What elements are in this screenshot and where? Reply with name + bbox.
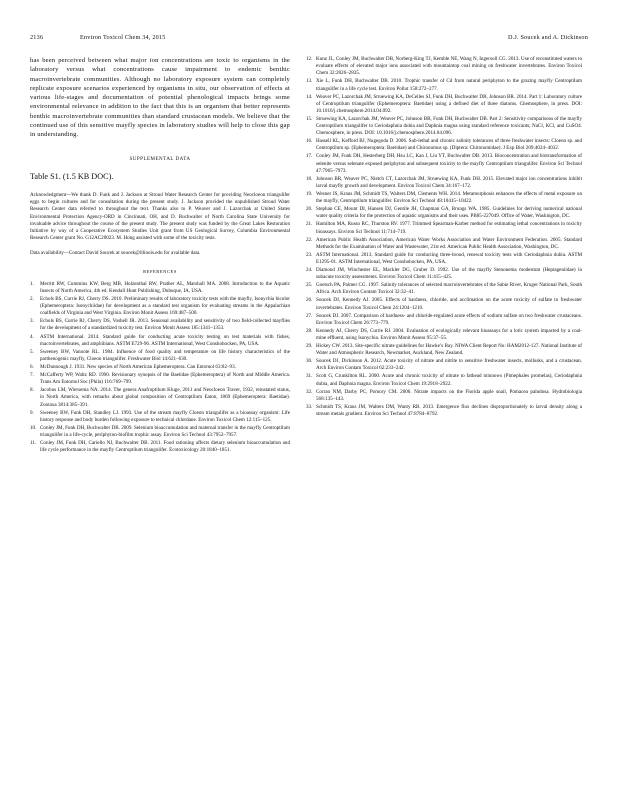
reference-number: 14. [306,93,313,100]
reference-number: 26. [306,297,313,304]
reference-number: 28. [306,327,313,334]
reference-text: Schmidt TS, Kraus JM, Walters DM, Wanty RB. 2013. Emergence flux declines disproportionately to larval density along a stream metals gradient. Environ Sci Technol 47:8784–8792. [316,403,582,418]
reference-entry [306,116,582,137]
reference-text: Sweeney BW, Vannote RL. 1984. Influence of food quality and temperature on life history characteristics of the parthenogenic mayfly, Cloeon triangulifer. Freshwater Biol 14:621–630. [40,348,290,362]
reference-number: 12. [306,56,313,62]
reference-number: 31. [306,373,313,380]
reference-text: Echols BS, Currie RJ, Cherry DS, Voshell JR. 2013. Seasonal availability and sensitivity of two field-collected mayflies for the development of a standardized toxicity test. Environ Monit Assess 185:1341–1353. [40,318,290,332]
references-list-right [306,56,582,418]
reference-entry [306,153,582,174]
reference-entry [306,404,582,418]
reference-entry [30,387,290,408]
reference-entry [306,221,582,235]
reference-entry [30,349,290,363]
reference-text: Weaver PC, Lazorchak JM, Struewing KA, DeCelles SJ, Funk DH, Buchwalter DB, Johnson BR. 2014. Part 1: Laboratory culture of Centroptilum triangulifer (Ephemeroptera: Baetidae) using a defined diet of three diatoms. Chemosphere, in press. DOI: 10.1016/j.chemosphere.2014.04.092. [316,93,582,114]
reference-number: 32. [306,388,313,395]
discussion-paragraph: has been perceived between what major ion concentrations are toxic to organisms in the laboratory versus what concentrations cause impairment to endemic benthic macroinvertebrate communities. Although no laboratory exposure system can completely replicate exposure scenarios experienced by organisms in situ, our observation of effects at various life-stages and documentation of potential phenological impacts brings some environmental relevance in addition to the fact that this is an organism that better represents benthic macroinvertebrate communities than standard crustacean models. We believe that the continued use of this sensitive mayfly species in laboratory studies will help to close this gap in understanding. [30,57,290,139]
reference-entry [306,373,582,387]
reference-entry [306,94,582,115]
left-column [30,56,290,455]
reference-number: 8. [30,387,34,394]
reference-entry [306,176,582,190]
reference-entry [30,372,290,386]
reference-number: 16. [306,138,313,145]
acknowledgment: Acknowledgment—We thank D. Funk and J. Jackson at Stroud Water Research Center for providing Neocloeon triangulifer eggs to begin cultures and for consultation during the present study. J. Jackson provided the unpublished Stroud Water Research Center data referred to throughout the text. Thanks also to P. Weaver and J. Lazorchak at United States Environmental Protection Agency-ORD in Cincinnati, OH, and D. Buchwalter of North Carolina State University for invaluable advice throughout the course of the present study. The present study was funded by the Great Lakes Restoration Initiative by way of a Cooperative Ecosystem Studies Unit grant from US Geological Survey, Columbia Environmental Research Center grant No. G12AC20023. M. Hong assisted with some of the toxicity tests. [30,191,290,242]
reference-entry [30,296,290,317]
running-header [30,34,588,46]
reference-entry [306,297,582,311]
journal-citation: Environ Toxicol Chem 34, 2015 [80,34,166,41]
reference-text: McDunnough J. 1931. New species of North American Ephemeroptera. Can Entomol 63:82–93. [40,363,236,370]
reference-entry [306,358,582,372]
reference-number: 22. [306,236,313,243]
reference-text: Soucek DJ, Dickinson A. 2012. Acute toxicity of nitrate and nitrite to sensitive freshwater insects, mollusks, and a crustacean. Arch Environ Contam Toxicol 62:233–242. [316,358,582,372]
reference-text: McCafferty WP, Waltz RD. 1990. Revisionary synopsis of the Baetidae (Ephemeroptera) of North and Middle America. Trans Am Entomol Soc (Phila) 116:769–799. [40,371,290,386]
reference-text: Merritt RW, Cummins KW, Berg MB, Holzenthal RW, Prather AL, Marshall MA. 2008. Introduction to the Aquatic Insects of North America, 4th ed. Kendall Hunt Publishing, Dubuque, IA, USA. [40,280,290,294]
reference-entry [306,138,582,152]
reference-text: Sweeney BW, Funk DH, Standley LJ. 1993. Use of the stream mayfly Cloeon triangulifer as a bioassay organism: Life history response and body burden following exposure to technical chlordane. Environ Toxicol Chem 12:115–125. [40,409,290,423]
reference-text: Soucek DJ, Kennedy AJ. 2005. Effects of hardness, chloride, and acclimation on the acute toxicity of sulfate to freshwater invertebrates. Environ Toxicol Chem 24:1204–1210. [316,297,582,311]
reference-number: 23. [306,251,313,258]
reference-text: Hassell KL, Kefford BJ, Nugegoda D. 2006. Sub-lethal and chronic salinity tolerances of three freshwater insects: Cloeon sp. and Centroptilum sp. (Ephemeroptera: Baetidae) and Chironomus sp. (Diptera: Chironomidae). J Exp Biol 209:4024–4032. [316,138,582,152]
reference-number: 30. [306,358,313,365]
reference-entry [306,78,582,92]
reference-text: Goetsch PA, Palmer CG. 1997. Salinity tolerances of selected macroinvertebrates of the Sabie River, Kruger National Park, South Africa. Arch Environ Contam Toxicol 32:32–41. [316,282,582,296]
reference-entry [30,410,290,424]
reference-text: Xie L, Funk DH, Buchwalter DB. 2010. Trophic transfer of Cd from natural periphyton to the grazing mayfly Centroptilum triangulifer in a life cycle test. Environ Pollut 158:272–277. [316,78,582,92]
data-availability: Data availability—Contact David Soucek at soucek@illinois.edu for available data. [30,250,201,257]
reference-text: Hamilton MA, Russo RC, Thurston RV. 1977. Trimmed Spearman-Karber method for estimating lethal concentrations in toxicity bioassays. Environ Sci Technol 11:714–719. [316,221,582,235]
reference-number: 25. [306,282,313,289]
reference-entry [306,267,582,281]
reference-text: Johnson BR, Weaver PC, Nietch CT, Lazorchak JM, Struewing KA, Funk DH. 2015. Elevated major ion concentrations inhibit larval mayfly growth and development. Environ Toxicol Chem 34:167–172. [316,175,582,189]
reference-number: 7. [30,371,34,378]
reference-number: 19. [306,191,313,198]
right-column [306,56,582,419]
reference-text: Scott G, Crunkilton RL. 2000. Acute and chronic toxicity of nitrate to fathead minnows (Pimephales promelas), Ceriodaphnia dubia, and Daphnia magna. Environ Toxicol Chem 19:2918–2922. [316,373,582,387]
reference-number: 33. [306,403,313,410]
reference-text: Jacobus LM, Wiersema NA. 2014. The genera Anafroptilum Kluge, 2011 and Neocloeon Traver, 1932, reinstated status, in North America, with remarks about global composition of Centroptilum Eaton, 1869 (Ephemeroptera: Baetidae). Zootaxa 3814:385–391. [40,387,290,408]
reference-entry [306,252,582,266]
reference-number: 1. [30,280,34,287]
reference-number: 17. [306,153,313,160]
reference-number: 3. [30,318,34,325]
reference-number: 5. [30,348,34,355]
reference-text: ASTM International. 2013. Standard guide for conducting three-brood, renewal toxicity tests with Ceriodaphnia dubia. ASTM E1295-01. ASTM International, West Conshohocken, PA, USA. [316,251,582,266]
reference-number: 11. [30,439,37,446]
reference-entry [306,56,582,77]
reference-text: Kunz JL, Conley JM, Buchwalter DB, Norberg-King TJ, Kemble NE, Wang N, Ingersoll CG. 2013. Use of reconstituted waters to evaluate effects of elevated major ions associated with mountaintop coal mining on freshwater invertebrates. Environ Toxicol Chem 32:2826–2835. [316,56,582,77]
reference-number: 10. [30,424,37,431]
reference-entry [30,364,290,371]
reference-text: Conley JM, Funk DH, Cariello NJ, Buchwalter DB. 2011. Food rationing affects dietary selenium bioaccumulation and life cycle performance in the mayfly Centroptilum triangulifer. Ecotoxicology 20:1840–1851. [40,439,290,454]
reference-number: 18. [306,175,313,182]
reference-number: 2. [30,295,34,302]
reference-entry [30,281,290,295]
reference-text: ASTM International. 2014. Standard guide for conducting acute toxicity testing on test materials with fishes, macroinvertebrates, and amphibians. ASTM E729-96. ASTM International, West Conshohocken, PA, USA. [40,333,290,347]
reference-entry [30,440,290,454]
supplemental-table-link[interactable]: Table S1. (1.5 KB DOC). [30,171,114,181]
references-heading: REFERENCES [143,268,177,274]
reference-entry [30,425,290,439]
reference-entry [306,313,582,327]
reference-text: Wesner JS, Kraus JM, Schmidt TS, Walters DM, Clements WH. 2014. Metamorphosis enhances the effects of metal exposure on the mayfly, Centroptilum triangulifer. Environ Sci Technol 48:10415–10422. [316,191,582,205]
reference-number: 24. [306,267,313,274]
reference-entry [306,389,582,403]
reference-text: Echols BS, Currie RJ, Cherry DS. 2010. Preliminary results of laboratory toxicity tests with the mayfly, Isonychia bicolor (Ephemeroptera: Isonychiidae) for development as a standard test organism for evaluating streams in the Appalachian coalfields of Virginia and West Virginia. Environ Monit Assess 169:487–500. [40,295,290,317]
reference-text: Conley JM, Funk DH, Hesterberg DH, Hsu LC, Kan J, Liu YT, Buchwalter DB. 2013. Bioconcentration and biotransformation of selenite versus selenate exposed periphyton and subsequent toxicity to the mayfly Centroptilum triangulifer. Environ Sci Technol 47:7965–7973. [316,153,582,174]
reference-text: Struewing KA, Lazorchak JM, Weaver PC, Johnson BR, Funk DH, Buchwalter DB. Part 2: Sensitivity comparisons of the mayfly Centroptilum triangulifer to Ceriodaphnia dubia and Daphnia magna using standard reference toxicants; NaCl, KCl, and CuSO4. Chemosphere, in press. DOI: 10.1016/j.chemosphere.2014.04.096. [316,115,582,137]
reference-text: Corrao NM, Darby PC, Pomory CM. 2006. Nitrate impacts on the Florida apple snail, Pomacea paludosa. Hydrobiologia 568:135–143. [316,388,582,402]
reference-entry [30,318,290,332]
running-authors: D.J. Soucek and A. Dickinson [507,34,588,41]
reference-text: Kennedy AJ, Cherry DS, Currie RJ. 2004. Evaluation of ecologically relevant bioassays for a lotic system impacted by a coal-mine effluent, using Isonychia. Environ Monit Assess 95:37–55. [316,327,582,342]
reference-number: 15. [306,115,313,122]
reference-entry [306,282,582,296]
reference-number: 13. [306,78,313,85]
reference-number: 9. [30,409,34,416]
reference-text: Stephan CE, Mount DI, Hansen DJ, Gentile JH, Chapman GA, Brungs WA. 1985. Guidelines for deriving numerical national water quality criteria for the protection of aquatic organisms and their uses. PB85-227049. Office of Water, Washington, DC. [316,206,582,220]
reference-number: 29. [306,343,313,350]
reference-number: 4. [30,333,34,340]
reference-number: 20. [306,206,313,213]
references-list-left [30,281,290,455]
reference-text: Diamond JM, Winchester EL, Mackler DG, Gruber D. 1992. Use of the mayfly Stenonema modestum (Heptageniidae) in subacute toxicity assessments. Environ Toxicol Chem 11:415–425. [316,267,582,281]
reference-text: Soucek DJ. 2007. Comparison of hardness- and chloride-regulated acute effects of sodium sulfate on two freshwater crustaceans. Environ Toxicol Chem 26:773–779. [316,312,582,326]
reference-entry [306,237,582,251]
reference-entry [306,206,582,220]
reference-entry [306,191,582,205]
reference-entry [30,334,290,348]
reference-number: 6. [30,363,34,370]
page-number: 2136 [30,34,44,41]
reference-text: Hickey CW. 2013. Site-specific nitrate guidelines for Hawke’s Bay. NIWA Client Report No: HAM2012-127. National Institute of Water and Atmospheric Research, Newmarket, Auckland, New Zealand. [316,343,583,357]
reference-text: Conley JM, Funk DH, Buchwalter DB. 2009. Selenium bioaccumulation and maternal transfer in the mayfly Centroptilum triangulifer in a life-cycle, periphyton-biofilm trophic assay. Environ Sci Technol 43:7952–7957. [40,424,290,438]
reference-entry [306,343,582,357]
reference-number: 21. [306,221,313,228]
reference-text: American Public Health Association, American Water Works Association and Water Environment Federation. 2005. Standard Methods for the Examination of Water and Wastewater, 21st ed. American Public Health Association, Washington, DC. [316,236,582,250]
supplemental-heading: SUPPLEMENTAL DATA [129,156,191,162]
reference-number: 27. [306,312,313,319]
reference-entry [306,328,582,342]
